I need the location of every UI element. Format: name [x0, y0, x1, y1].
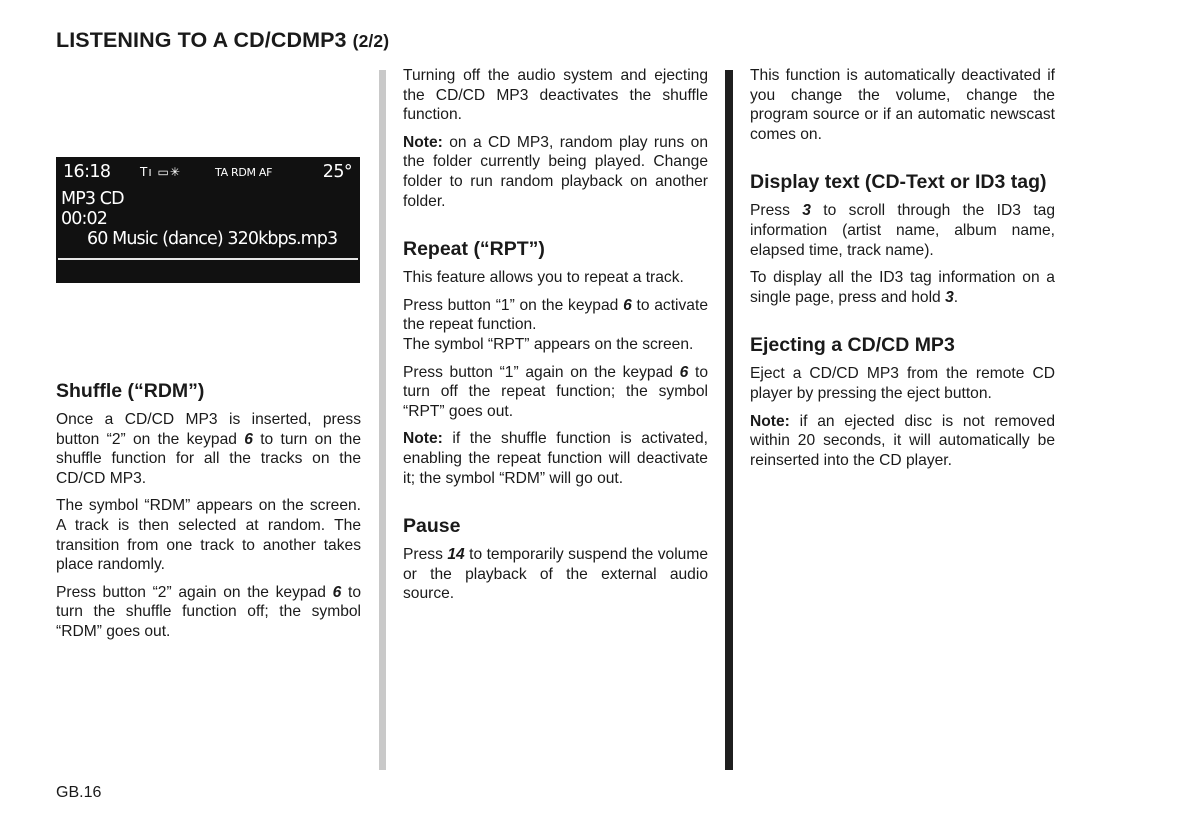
keypad-key-ref: 3 — [945, 288, 954, 306]
eject-paragraph: Eject a CD/CD MP3 from the remote CD player by pressing the eject button. — [750, 365, 1055, 402]
text: if an ejected disc is not removed within 20 seconds, it will automatically be reinserted into the CD player. — [750, 412, 1055, 469]
text: The symbol “RPT” appears on the screen. — [403, 335, 694, 353]
note-label: Note: — [403, 133, 443, 151]
column-divider-grey — [379, 70, 386, 770]
pause-paragraph — [403, 545, 708, 604]
column-display-eject — [750, 66, 1055, 478]
shuffle-paragraph-1 — [56, 410, 361, 488]
text: on a CD MP3, random play runs on the folder currently being played. Change folder to run random playback on another folder. — [403, 133, 708, 210]
display-status-icons: Tı ▭✳ — [140, 165, 181, 179]
text: Once a CD/CD MP3 is inserted, press button “2” on the keypad — [56, 411, 361, 448]
shuffle-heading: Shuffle (“RDM”) — [56, 380, 205, 402]
page-title — [56, 28, 389, 53]
text: to scroll through the ID3 tag information (artist name, album name, elapsed time, track name). — [750, 202, 1055, 259]
keypad-key-ref: 6 — [679, 363, 689, 381]
text: to temporarily suspend the volume or the playback of the external audio source. — [403, 546, 708, 603]
shuffle-paragraph-2: The symbol “RDM” appears on the screen. A track is then selected at random. The transition from one track to another takes place randomly. — [56, 497, 361, 574]
keypad-key-ref: 3 — [802, 202, 811, 220]
display-text-heading: Display text (CD-Text or ID3 tag) — [750, 171, 1047, 194]
text: Press — [750, 202, 803, 220]
page-title-sub: (2/2) — [352, 31, 390, 51]
eject-heading: Ejecting a CD/CD MP3 — [750, 334, 955, 357]
shuffle-paragraph-3 — [56, 583, 361, 642]
display-temperature: 25° — [322, 162, 352, 182]
column-repeat-pause — [403, 66, 708, 612]
repeat-paragraph-1: This feature allows you to repeat a track. — [403, 269, 684, 287]
column-shuffle — [56, 380, 361, 650]
text: Press — [403, 546, 448, 564]
keypad-key-ref: 6 — [332, 583, 342, 601]
note-label: Note: — [750, 412, 790, 430]
text: Press button “2” again on the keypad — [56, 583, 333, 601]
keypad-key-ref: 6 — [244, 430, 253, 448]
page-number: GB.16 — [56, 784, 102, 801]
pause-deactivation-text: This function is automatically deactivated if you change the volume, change the program source or if an automatic newscast comes on. — [750, 67, 1055, 143]
display-text-paragraph-1 — [750, 201, 1055, 260]
display-separator-line — [58, 258, 358, 260]
text: if the shuffle function is activated, enabling the repeat function will deactivate it; the symbol “RDM” will go out. — [403, 430, 708, 487]
random-folder-note — [403, 133, 708, 211]
page-title-main: LISTENING TO A CD/CDMP3 — [56, 28, 347, 52]
display-time: 16:18 — [63, 162, 111, 182]
text: . — [953, 288, 959, 306]
repeat-note — [403, 429, 708, 488]
repeat-heading: Repeat (“RPT”) — [403, 238, 545, 261]
display-elapsed-time: 00:02 — [61, 209, 107, 229]
pause-heading: Pause — [403, 515, 461, 538]
keypad-key-ref: 14 — [447, 546, 465, 564]
repeat-paragraph-2 — [403, 296, 708, 355]
keypad-key-ref: 6 — [623, 296, 632, 314]
column-divider-black — [725, 70, 733, 770]
text: to turn off the repeat function; the symbol “RPT” goes out. — [403, 363, 708, 420]
text: to turn on the shuffle function for all the tracks on the CD/CD MP3. — [56, 430, 361, 487]
display-text-paragraph-2 — [750, 268, 1055, 307]
text: to activate the repeat function. — [403, 296, 708, 334]
shuffle-deactivation-text: Turning off the audio system and ejecting the CD/CD MP3 deactivates the shuffle function. — [403, 67, 708, 124]
display-source: MP3 CD — [61, 189, 124, 209]
text: Press button “1” again on the keypad — [403, 363, 680, 381]
note-label: Note: — [403, 430, 443, 448]
display-track-name: 60 Music (dance) 320kbps.mp3 — [87, 229, 338, 249]
text: to turn the shuffle function off; the symbol “RDM” goes out. — [56, 583, 361, 640]
display-flags: TA RDM AF — [215, 166, 273, 179]
text: Press button “1” on the keypad — [403, 296, 624, 314]
text: To display all the ID3 tag information on a single page, press and hold — [750, 269, 1055, 306]
eject-note — [750, 412, 1055, 471]
audio-display-illustration — [56, 157, 360, 283]
repeat-paragraph-3 — [403, 363, 708, 422]
